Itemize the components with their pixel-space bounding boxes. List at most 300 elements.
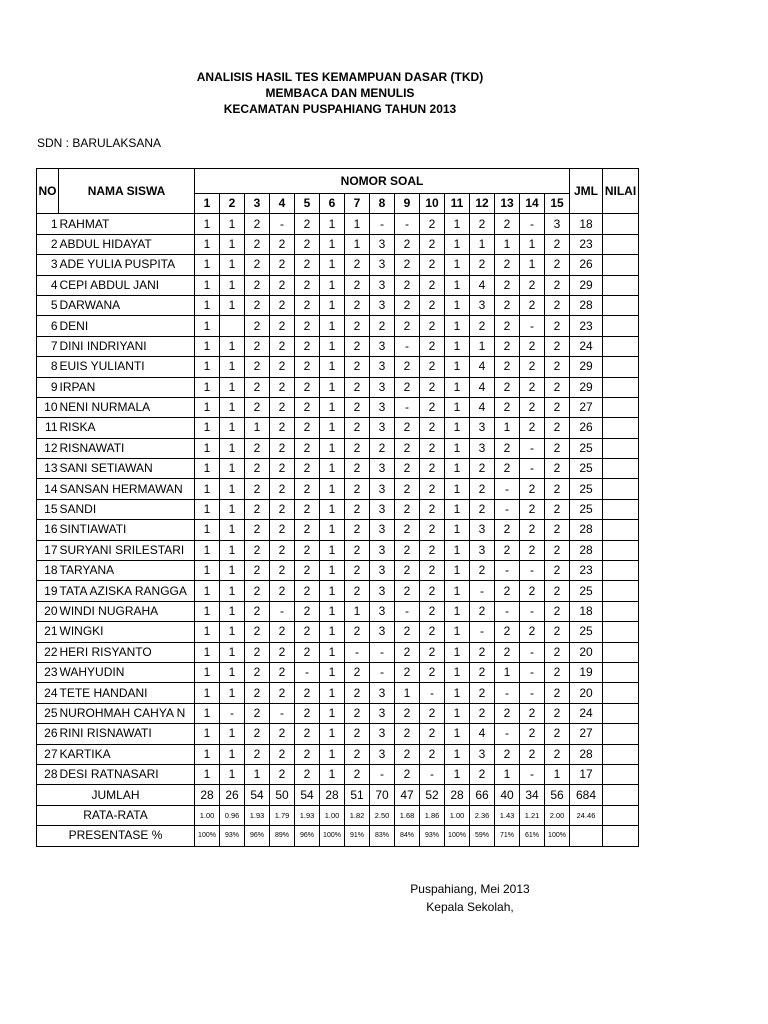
score-cell: 2 — [345, 275, 370, 295]
student-name: SANI SETIAWAN — [59, 459, 195, 479]
score-cell: 2 — [245, 703, 270, 723]
score-cell: - — [395, 214, 420, 234]
score-cell: - — [520, 214, 545, 234]
score-cell: 1 — [520, 255, 545, 275]
summary-total — [570, 826, 603, 846]
score-cell: 1 — [520, 234, 545, 254]
row-nilai — [603, 662, 639, 682]
score-cell: 1 — [195, 214, 220, 234]
score-cell: - — [520, 662, 545, 682]
row-nilai — [603, 316, 639, 336]
score-cell: 2 — [295, 479, 320, 499]
score-cell: 2 — [270, 295, 295, 315]
student-name: SURYANI SRILESTARI — [59, 540, 195, 560]
document-title-block — [0, 69, 680, 117]
score-cell: 2 — [245, 683, 270, 703]
score-cell: 2 — [545, 642, 570, 662]
footer-place-date: Puspahiang, Mei 2013 — [410, 882, 530, 896]
row-total: 26 — [570, 418, 603, 438]
score-cell: 2 — [470, 459, 495, 479]
score-cell: 2 — [245, 540, 270, 560]
header-question-3: 3 — [245, 194, 270, 214]
score-cell: 1 — [220, 662, 245, 682]
score-cell: 1 — [195, 601, 220, 621]
score-cell: 2 — [245, 520, 270, 540]
score-cell: 2 — [295, 377, 320, 397]
score-cell: 2 — [345, 459, 370, 479]
row-nilai — [603, 540, 639, 560]
header-question-10: 10 — [420, 194, 445, 214]
score-cell: 1 — [395, 683, 420, 703]
row-total: 24 — [570, 336, 603, 356]
summary-cell: 59% — [470, 826, 495, 846]
row-number: 5 — [37, 295, 59, 315]
score-cell: 1 — [220, 479, 245, 499]
summary-cell: 66 — [470, 785, 495, 805]
row-number: 13 — [37, 459, 59, 479]
score-cell: 2 — [345, 764, 370, 784]
score-cell: 1 — [320, 561, 345, 581]
summary-cell: 1.68 — [395, 805, 420, 825]
score-cell: 2 — [420, 561, 445, 581]
summary-cell: 93% — [220, 826, 245, 846]
score-cell: 3 — [370, 724, 395, 744]
row-nilai — [603, 764, 639, 784]
row-nilai — [603, 561, 639, 581]
score-cell: 2 — [420, 744, 445, 764]
score-cell: 2 — [520, 622, 545, 642]
score-cell: 2 — [545, 724, 570, 744]
score-cell: 2 — [295, 275, 320, 295]
score-cell: 1 — [220, 234, 245, 254]
score-cell: 1 — [220, 357, 245, 377]
score-cell: 3 — [470, 418, 495, 438]
table-row — [37, 316, 639, 336]
student-name: IRPAN — [59, 377, 195, 397]
score-cell: 2 — [270, 357, 295, 377]
score-cell: 1 — [320, 316, 345, 336]
score-cell: - — [520, 459, 545, 479]
summary-cell: 1.00 — [445, 805, 470, 825]
row-nilai — [603, 438, 639, 458]
score-cell: 2 — [295, 724, 320, 744]
row-total: 23 — [570, 561, 603, 581]
score-cell: 1 — [445, 540, 470, 560]
row-nilai — [603, 295, 639, 315]
score-cell: 2 — [545, 540, 570, 560]
score-cell: 2 — [545, 316, 570, 336]
score-cell: 2 — [295, 214, 320, 234]
score-cell: - — [295, 662, 320, 682]
row-total: 25 — [570, 581, 603, 601]
score-cell: 1 — [470, 336, 495, 356]
summary-cell: 54 — [245, 785, 270, 805]
score-cell: 1 — [220, 744, 245, 764]
score-cell: 1 — [245, 764, 270, 784]
header-question-5: 5 — [295, 194, 320, 214]
summary-cell: 40 — [495, 785, 520, 805]
score-cell: 3 — [370, 336, 395, 356]
score-cell: 2 — [420, 724, 445, 744]
summary-cell: 2.36 — [470, 805, 495, 825]
summary-cell: 70 — [370, 785, 395, 805]
score-cell: 3 — [370, 581, 395, 601]
score-cell: 1 — [445, 520, 470, 540]
header-nama-siswa: NAMA SISWA — [59, 169, 195, 214]
row-number: 27 — [37, 744, 59, 764]
score-cell: 2 — [395, 764, 420, 784]
score-cell: 2 — [345, 683, 370, 703]
score-cell: 2 — [395, 581, 420, 601]
score-cell: 2 — [545, 357, 570, 377]
summary-cell: 50 — [270, 785, 295, 805]
score-cell: 1 — [195, 397, 220, 417]
score-cell: 2 — [545, 438, 570, 458]
table-row — [37, 581, 639, 601]
score-cell: 1 — [220, 724, 245, 744]
score-cell: 3 — [470, 744, 495, 764]
score-cell: 2 — [395, 418, 420, 438]
student-name: EUIS YULIANTI — [59, 357, 195, 377]
header-question-8: 8 — [370, 194, 395, 214]
score-cell: 1 — [220, 601, 245, 621]
row-total: 19 — [570, 662, 603, 682]
score-cell: 2 — [395, 479, 420, 499]
score-cell: - — [370, 764, 395, 784]
table-row — [37, 622, 639, 642]
score-cell: 1 — [495, 662, 520, 682]
table-row — [37, 499, 639, 519]
score-cell: 2 — [395, 561, 420, 581]
row-total: 29 — [570, 275, 603, 295]
score-cell: 1 — [445, 438, 470, 458]
summary-cell: 89% — [270, 826, 295, 846]
score-cell: 2 — [470, 683, 495, 703]
summary-cell: 61% — [520, 826, 545, 846]
score-cell: 1 — [320, 703, 345, 723]
student-name: SINTIAWATI — [59, 520, 195, 540]
score-cell: 1 — [220, 336, 245, 356]
row-nilai — [603, 601, 639, 621]
row-nilai — [603, 357, 639, 377]
score-cell: 2 — [245, 479, 270, 499]
score-cell: 2 — [245, 724, 270, 744]
score-cell: 2 — [470, 703, 495, 723]
row-number: 2 — [37, 234, 59, 254]
score-cell: 2 — [395, 540, 420, 560]
score-cell: - — [495, 479, 520, 499]
score-cell: 1 — [470, 234, 495, 254]
score-cell: 1 — [445, 357, 470, 377]
score-cell: - — [520, 764, 545, 784]
score-cell: 1 — [445, 479, 470, 499]
score-cell: - — [370, 642, 395, 662]
score-cell: 1 — [320, 642, 345, 662]
score-cell: 2 — [245, 642, 270, 662]
score-cell: 2 — [495, 581, 520, 601]
score-cell: 1 — [195, 295, 220, 315]
score-cell: 2 — [395, 377, 420, 397]
score-cell: 1 — [320, 377, 345, 397]
row-number: 8 — [37, 357, 59, 377]
score-cell: 1 — [445, 316, 470, 336]
score-cell: 2 — [545, 275, 570, 295]
row-nilai — [603, 642, 639, 662]
score-cell: 3 — [370, 683, 395, 703]
summary-label: RATA-RATA — [37, 805, 195, 825]
row-nilai — [603, 622, 639, 642]
score-cell: 1 — [220, 764, 245, 784]
summary-cell: 56 — [545, 785, 570, 805]
student-name: SANSAN HERMAWAN — [59, 479, 195, 499]
score-cell: 2 — [245, 275, 270, 295]
score-cell: 3 — [370, 234, 395, 254]
score-cell: 2 — [520, 275, 545, 295]
header-question-2: 2 — [220, 194, 245, 214]
row-total: 20 — [570, 642, 603, 662]
score-cell: 2 — [495, 397, 520, 417]
score-cell: 3 — [370, 561, 395, 581]
summary-label: PRESENTASE % — [37, 826, 195, 846]
summary-cell: 1.00 — [320, 805, 345, 825]
score-cell: 1 — [320, 662, 345, 682]
summary-row — [37, 805, 639, 825]
header-question-6: 6 — [320, 194, 345, 214]
student-name: RISNAWATI — [59, 438, 195, 458]
row-number: 26 — [37, 724, 59, 744]
row-total: 29 — [570, 377, 603, 397]
student-name: SANDI — [59, 499, 195, 519]
score-cell: 2 — [295, 622, 320, 642]
score-cell: 2 — [345, 336, 370, 356]
summary-cell: 2.00 — [545, 805, 570, 825]
score-cell: 2 — [295, 540, 320, 560]
score-cell: 1 — [195, 336, 220, 356]
row-total: 24 — [570, 703, 603, 723]
score-cell: 2 — [345, 744, 370, 764]
score-cell: 2 — [270, 397, 295, 417]
row-total: 23 — [570, 316, 603, 336]
score-cell: 1 — [320, 214, 345, 234]
row-nilai — [603, 377, 639, 397]
score-cell: 1 — [195, 357, 220, 377]
score-cell: 2 — [345, 316, 370, 336]
score-cell: 2 — [245, 561, 270, 581]
score-cell: 2 — [270, 479, 295, 499]
student-name: WINDI NUGRAHA — [59, 601, 195, 621]
score-table — [36, 168, 639, 847]
score-cell: 1 — [445, 295, 470, 315]
score-cell: 1 — [445, 642, 470, 662]
score-cell: 1 — [320, 295, 345, 315]
score-cell: 2 — [420, 397, 445, 417]
footer-position: Kepala Sekolah, — [426, 900, 514, 914]
score-cell: 2 — [245, 316, 270, 336]
row-number: 10 — [37, 397, 59, 417]
score-cell: 1 — [195, 316, 220, 336]
score-cell: - — [395, 397, 420, 417]
score-cell: 1 — [445, 214, 470, 234]
score-cell: 2 — [270, 724, 295, 744]
table-row — [37, 683, 639, 703]
score-cell: 2 — [245, 744, 270, 764]
score-cell: 2 — [395, 642, 420, 662]
score-cell: 2 — [270, 540, 295, 560]
score-cell: 1 — [320, 275, 345, 295]
score-cell: 2 — [470, 316, 495, 336]
score-cell: 3 — [370, 499, 395, 519]
score-cell: 3 — [370, 295, 395, 315]
score-cell: 2 — [270, 234, 295, 254]
score-cell: 2 — [245, 601, 270, 621]
row-number: 4 — [37, 275, 59, 295]
summary-row — [37, 785, 639, 805]
score-cell: 3 — [370, 703, 395, 723]
score-cell: 1 — [320, 764, 345, 784]
score-cell: 2 — [520, 499, 545, 519]
score-cell: 2 — [420, 459, 445, 479]
table-row — [37, 703, 639, 723]
score-cell: 1 — [445, 662, 470, 682]
table-row — [37, 255, 639, 275]
score-cell: 2 — [545, 561, 570, 581]
score-cell: - — [495, 499, 520, 519]
row-number: 6 — [37, 316, 59, 336]
score-cell: 2 — [345, 703, 370, 723]
row-nilai — [603, 418, 639, 438]
score-cell: 2 — [270, 418, 295, 438]
score-cell: 1 — [445, 622, 470, 642]
score-cell: 2 — [420, 418, 445, 438]
row-total: 23 — [570, 234, 603, 254]
score-cell: 2 — [270, 459, 295, 479]
table-row — [37, 397, 639, 417]
summary-total: 684 — [570, 785, 603, 805]
score-cell: 1 — [345, 214, 370, 234]
score-cell: 2 — [395, 662, 420, 682]
row-nilai — [603, 255, 639, 275]
summary-cell: 34 — [520, 785, 545, 805]
row-nilai — [603, 683, 639, 703]
score-cell: 2 — [545, 499, 570, 519]
table-row — [37, 561, 639, 581]
score-cell: 2 — [420, 662, 445, 682]
summary-cell: 1.00 — [195, 805, 220, 825]
score-cell: - — [370, 662, 395, 682]
score-cell: 1 — [320, 234, 345, 254]
score-cell: 1 — [445, 397, 470, 417]
score-cell: 2 — [470, 764, 495, 784]
score-cell: 2 — [420, 581, 445, 601]
score-cell: 1 — [320, 459, 345, 479]
header-question-13: 13 — [495, 194, 520, 214]
score-cell: 3 — [370, 357, 395, 377]
score-cell: 1 — [195, 561, 220, 581]
row-nilai — [603, 520, 639, 540]
score-cell: 1 — [220, 377, 245, 397]
row-number: 21 — [37, 622, 59, 642]
score-cell: 1 — [220, 683, 245, 703]
score-cell: 2 — [420, 255, 445, 275]
score-cell: 1 — [195, 540, 220, 560]
score-cell: 2 — [270, 255, 295, 275]
score-cell: 2 — [545, 601, 570, 621]
score-cell: - — [370, 214, 395, 234]
score-cell: 3 — [370, 377, 395, 397]
score-cell: 1 — [320, 438, 345, 458]
score-cell: 2 — [420, 357, 445, 377]
score-cell: 2 — [545, 295, 570, 315]
table-row — [37, 662, 639, 682]
score-cell: 1 — [195, 703, 220, 723]
score-cell: 1 — [445, 744, 470, 764]
score-cell: 2 — [520, 540, 545, 560]
score-cell: - — [395, 601, 420, 621]
score-cell: 2 — [520, 724, 545, 744]
score-cell: 2 — [295, 234, 320, 254]
score-cell: 2 — [495, 520, 520, 540]
score-cell: 2 — [245, 438, 270, 458]
score-cell: - — [495, 724, 520, 744]
score-cell: 2 — [420, 622, 445, 642]
score-cell: 2 — [545, 622, 570, 642]
score-cell: 1 — [545, 764, 570, 784]
score-cell: 2 — [520, 418, 545, 438]
row-number: 22 — [37, 642, 59, 662]
student-name: CEPI ABDUL JANI — [59, 275, 195, 295]
table-row — [37, 540, 639, 560]
score-cell: 1 — [495, 418, 520, 438]
score-cell: 2 — [295, 520, 320, 540]
score-cell: 1 — [195, 622, 220, 642]
student-name: RAHMAT — [59, 214, 195, 234]
score-cell: 2 — [395, 703, 420, 723]
score-cell: - — [520, 683, 545, 703]
score-cell: 2 — [270, 683, 295, 703]
score-cell: 2 — [270, 642, 295, 662]
score-cell: 2 — [420, 316, 445, 336]
score-cell: 2 — [495, 622, 520, 642]
score-cell: 2 — [345, 622, 370, 642]
summary-cell: 1.93 — [295, 805, 320, 825]
score-cell: 2 — [270, 581, 295, 601]
summary-cell: 52 — [420, 785, 445, 805]
table-row — [37, 214, 639, 234]
score-cell: 2 — [395, 724, 420, 744]
table-row — [37, 601, 639, 621]
score-cell: 2 — [295, 357, 320, 377]
row-number: 9 — [37, 377, 59, 397]
score-cell: 1 — [245, 418, 270, 438]
row-nilai — [603, 214, 639, 234]
score-cell: 2 — [420, 377, 445, 397]
score-cell: 1 — [220, 561, 245, 581]
row-number: 3 — [37, 255, 59, 275]
table-row — [37, 479, 639, 499]
row-total: 25 — [570, 479, 603, 499]
row-total: 17 — [570, 764, 603, 784]
score-cell: 1 — [195, 764, 220, 784]
score-cell: 4 — [470, 377, 495, 397]
table-row — [37, 418, 639, 438]
score-cell: 2 — [295, 642, 320, 662]
score-cell: 2 — [295, 764, 320, 784]
summary-cell: 84% — [395, 826, 420, 846]
table-row — [37, 357, 639, 377]
row-number: 1 — [37, 214, 59, 234]
row-number: 7 — [37, 336, 59, 356]
score-cell: 2 — [495, 214, 520, 234]
